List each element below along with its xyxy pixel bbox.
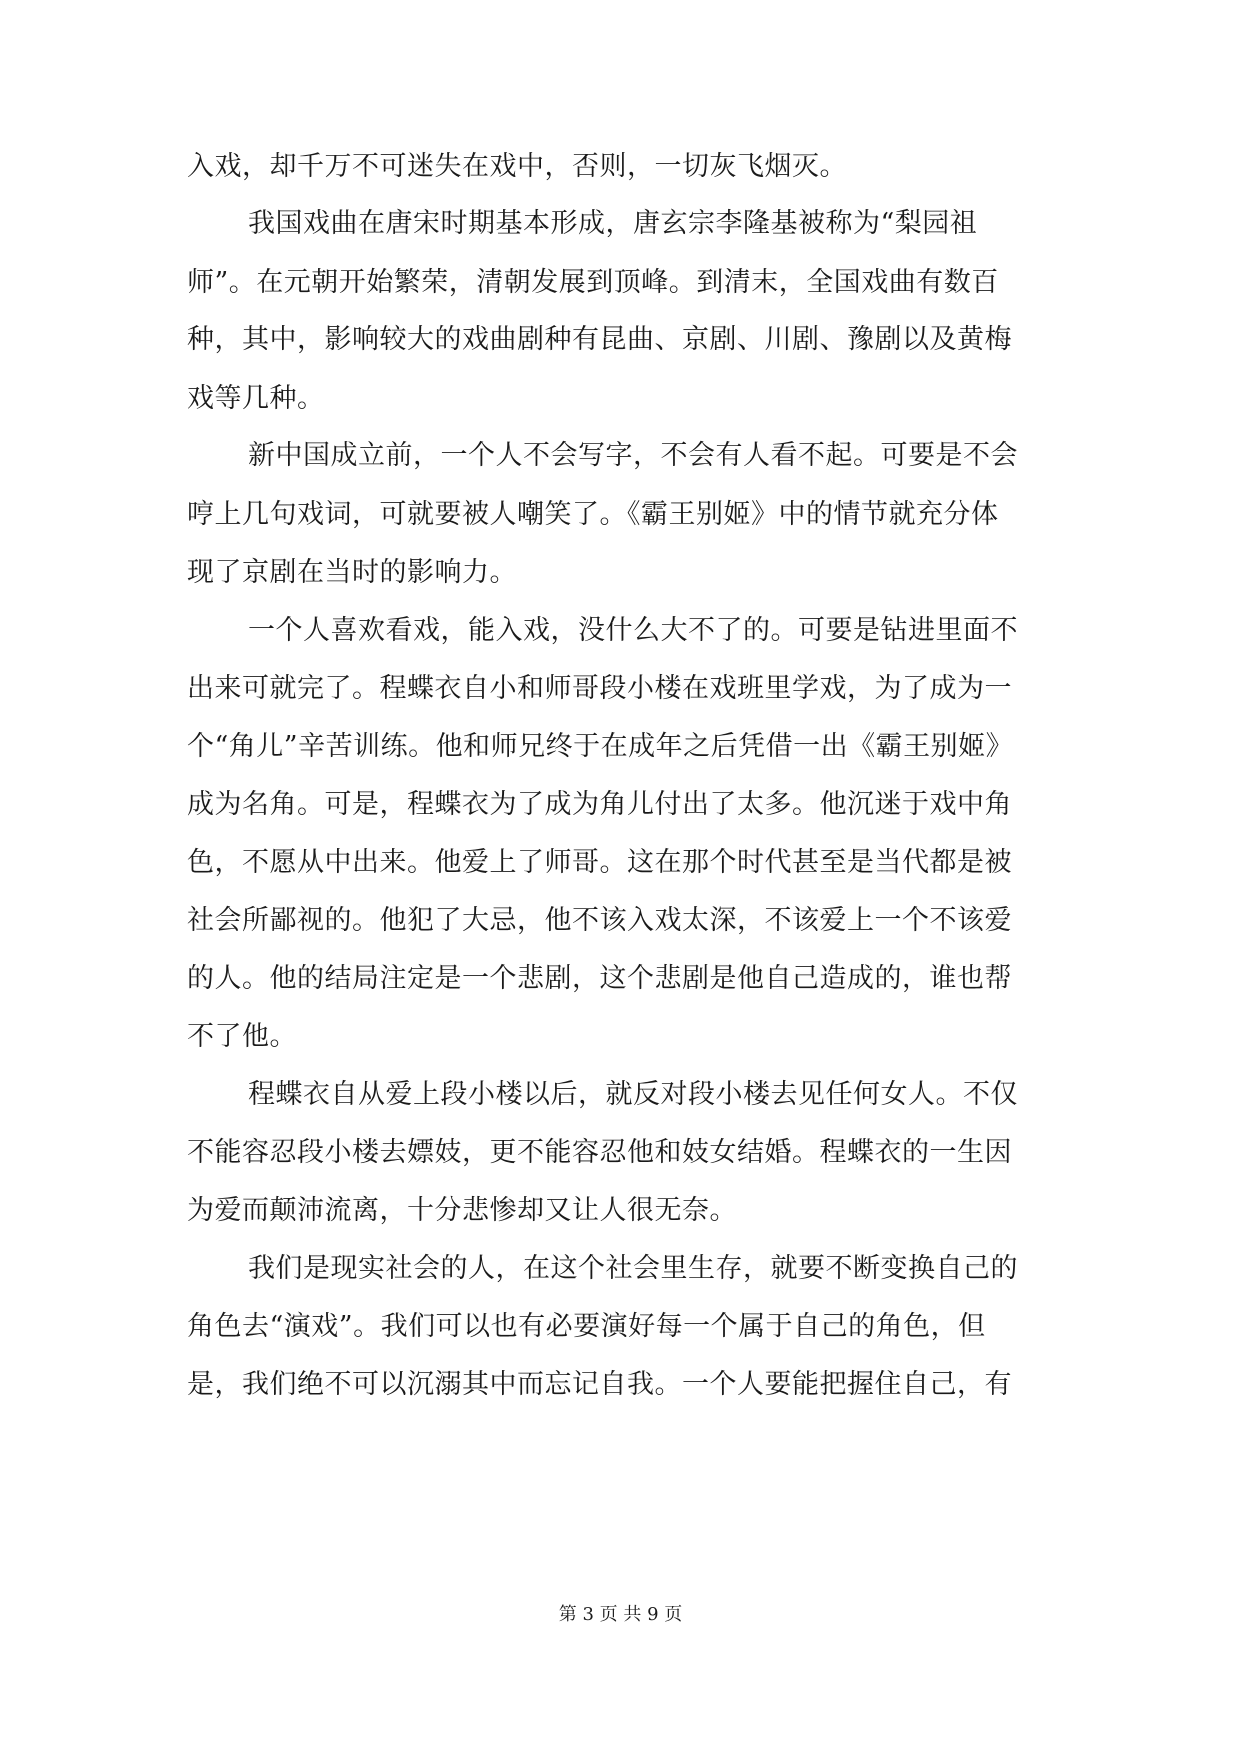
paragraph-start-line: 新中国成立前，一个人不会写字，不会有人看不起。可要是不会 [248, 440, 1018, 471]
paragraph-start-line: 我们是现实社会的人，在这个社会里生存，就要不断变换自己的 [248, 1253, 1018, 1284]
paragraph-start-line: 一个人喜欢看戏，能入戏，没什么大不了的。可要是钻进里面不 [248, 615, 1018, 646]
paragraph-start-line: 我国戏曲在唐宋时期基本形成，唐玄宗李隆基被称为“梨园祖 [248, 208, 978, 239]
text-line: 种，其中，影响较大的戏曲剧种有昆曲、京剧、川剧、豫剧以及黄梅 [187, 324, 1012, 355]
text-line: 戏等几种。 [187, 383, 325, 414]
text-line: 是，我们绝不可以沉溺其中而忘记自我。一个人要能把握住自己，有 [187, 1369, 1012, 1400]
text-line: 师”。在元朝开始繁荣，清朝发展到顶峰。到清末，全国戏曲有数百 [187, 267, 999, 298]
text-line: 出来可就完了。程蝶衣自小和师哥段小楼在戏班里学戏，为了成为一 [187, 673, 1012, 704]
page-number-footer: 第 3 页 共 9 页 [558, 1604, 683, 1625]
text-line: 的人。他的结局注定是一个悲剧，这个悲剧是他自己造成的，谁也帮 [187, 963, 1012, 994]
text-line: 为爱而颠沛流离，十分悲惨却又让人很无奈。 [187, 1195, 737, 1226]
text-line: 社会所鄙视的。他犯了大忌，他不该入戏太深，不该爱上一个不该爱 [187, 905, 1012, 936]
text-line: 角色去“演戏”。我们可以也有必要演好每一个属于自己的角色，但 [187, 1311, 986, 1342]
text-line: 不了他。 [187, 1021, 297, 1052]
text-line: 哼上几句戏词，可就要被人嘲笑了。《霸王别姬》中的情节就充分体 [187, 499, 999, 530]
text-line: 现了京剧在当时的影响力。 [187, 557, 517, 588]
text-line: 不能容忍段小楼去嫖妓，更不能容忍他和妓女结婚。程蝶衣的一生因 [187, 1137, 1012, 1168]
text-line: 成为名角。可是，程蝶衣为了成为角儿付出了太多。他沉迷于戏中角 [187, 789, 1012, 820]
paragraph-start-line: 程蝶衣自从爱上段小楼以后，就反对段小楼去见任何女人。不仅 [248, 1079, 1018, 1110]
text-line: 色，不愿从中出来。他爱上了师哥。这在那个时代甚至是当代都是被 [187, 847, 1012, 878]
text-line: 个“角儿”辛苦训练。他和师兄终于在成年之后凭借一出《霸王别姬》 [187, 731, 1014, 762]
text-line: 入戏，却千万不可迷失在戏中，否则，一切灰飞烟灭。 [187, 151, 847, 182]
